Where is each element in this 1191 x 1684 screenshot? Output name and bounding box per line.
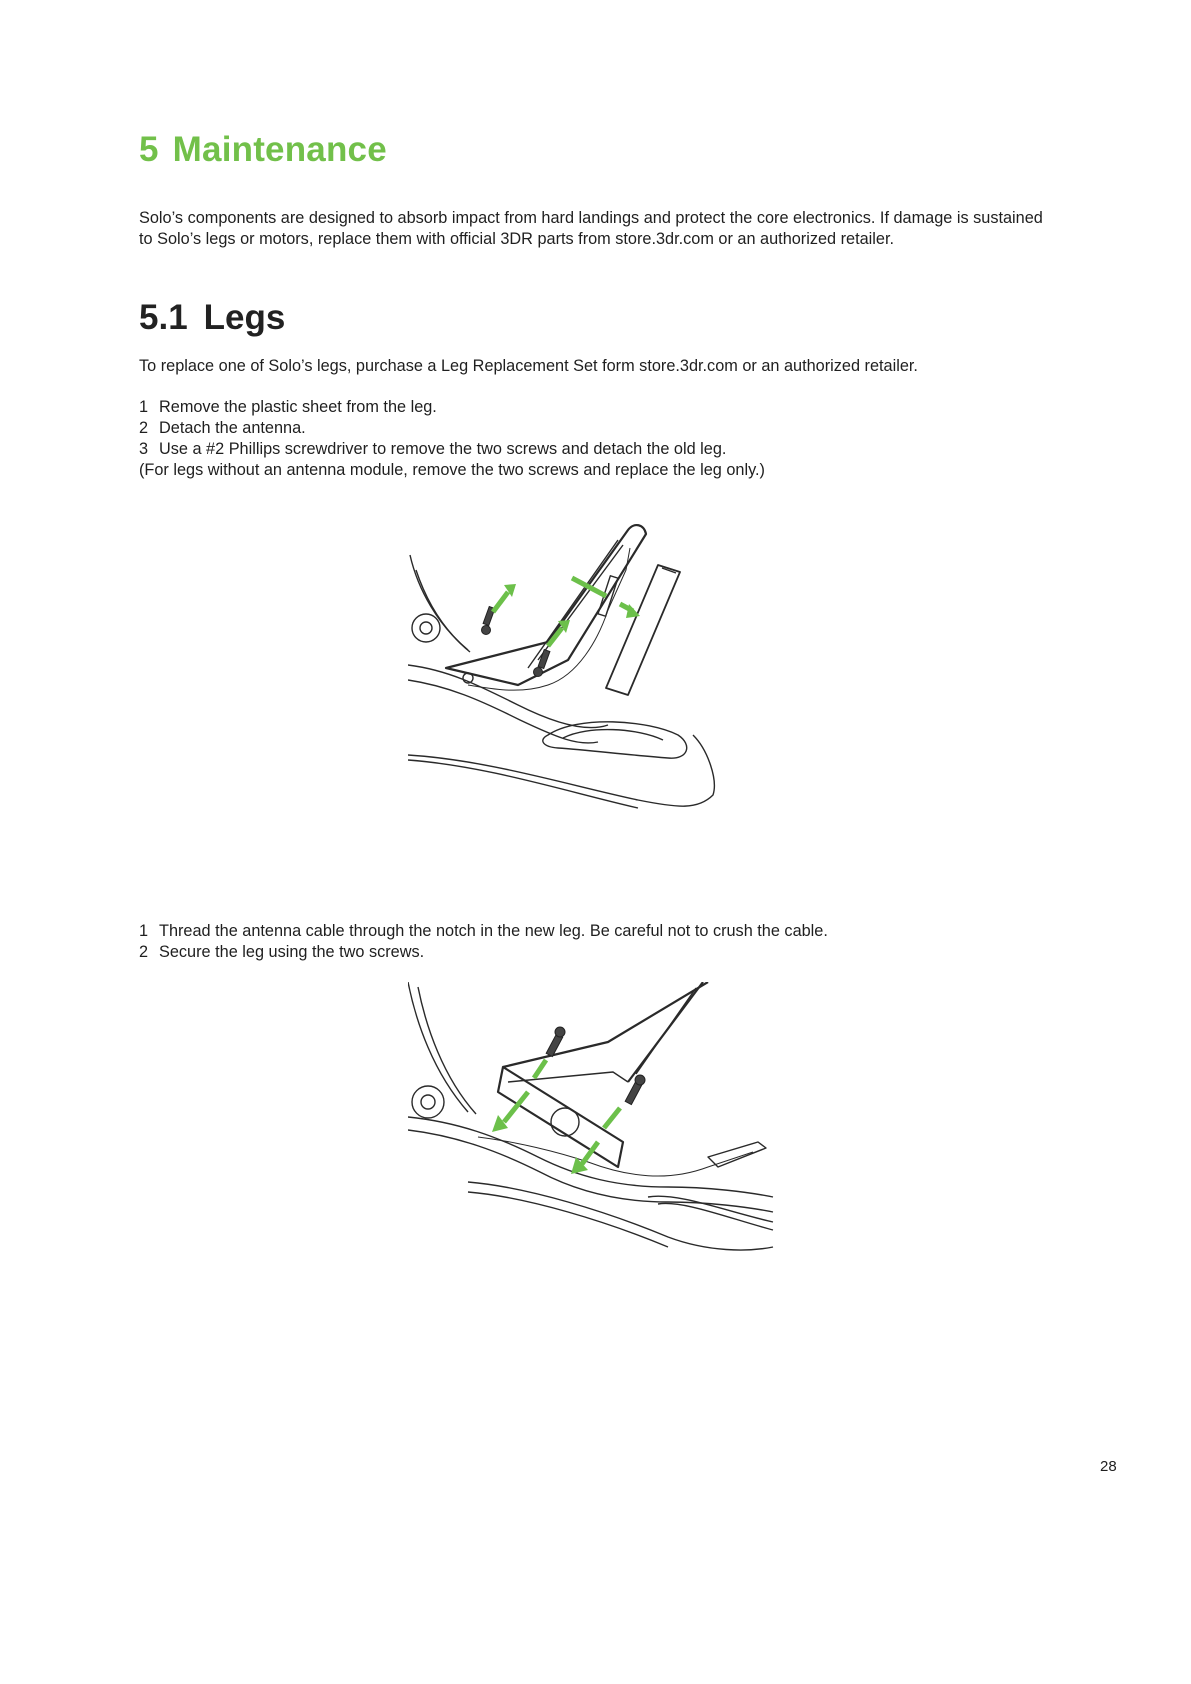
remove-steps-list	[139, 397, 1079, 481]
step-text: Thread the antenna cable through the notch in the new leg. Be careful not to crush the cable.	[159, 922, 828, 940]
step-number: 3	[139, 440, 149, 458]
install-steps-list	[139, 921, 1079, 963]
step-text: Detach the antenna.	[159, 419, 306, 437]
list-item	[139, 418, 1079, 439]
page-number: 28	[1100, 1458, 1117, 1475]
section-intro: Solo’s components are designed to absorb impact from hard landings and protect the core electronics. If damage is sustained to Solo’s legs or motors, replace them with official 3DR parts from store.3dr.com or an authorized retailer.	[139, 209, 1043, 248]
list-item	[139, 397, 1079, 418]
section-number: 5	[139, 130, 159, 169]
subsection-heading	[139, 298, 285, 338]
step-number: 2	[139, 419, 149, 437]
list-item	[139, 439, 1079, 460]
figure-install-leg	[408, 982, 778, 1272]
step-text: Secure the leg using the two screws.	[159, 943, 425, 961]
subsection-intro: To replace one of Solo’s legs, purchase a Leg Replacement Set form store.3dr.com or an authorized retailer.	[139, 357, 918, 375]
step-number: 2	[139, 943, 149, 961]
subsection-title: Legs	[203, 298, 286, 337]
list-item-note	[139, 460, 1079, 481]
subsection-number: 5.1	[139, 298, 188, 337]
install-leg-illustration	[408, 982, 778, 1272]
section-heading	[139, 130, 387, 170]
section-title: Maintenance	[172, 130, 387, 169]
note-text: (For legs without an antenna module, remove the two screws and replace the leg only.)	[139, 461, 765, 479]
step-text: Remove the plastic sheet from the leg.	[159, 398, 437, 416]
remove-leg-illustration	[408, 510, 728, 840]
step-number: 1	[139, 398, 149, 416]
step-text: Use a #2 Phillips screwdriver to remove the two screws and detach the old leg.	[159, 440, 727, 458]
list-item	[139, 921, 1079, 942]
figure-remove-leg	[408, 510, 728, 840]
list-item	[139, 942, 1079, 963]
step-number: 1	[139, 922, 149, 940]
